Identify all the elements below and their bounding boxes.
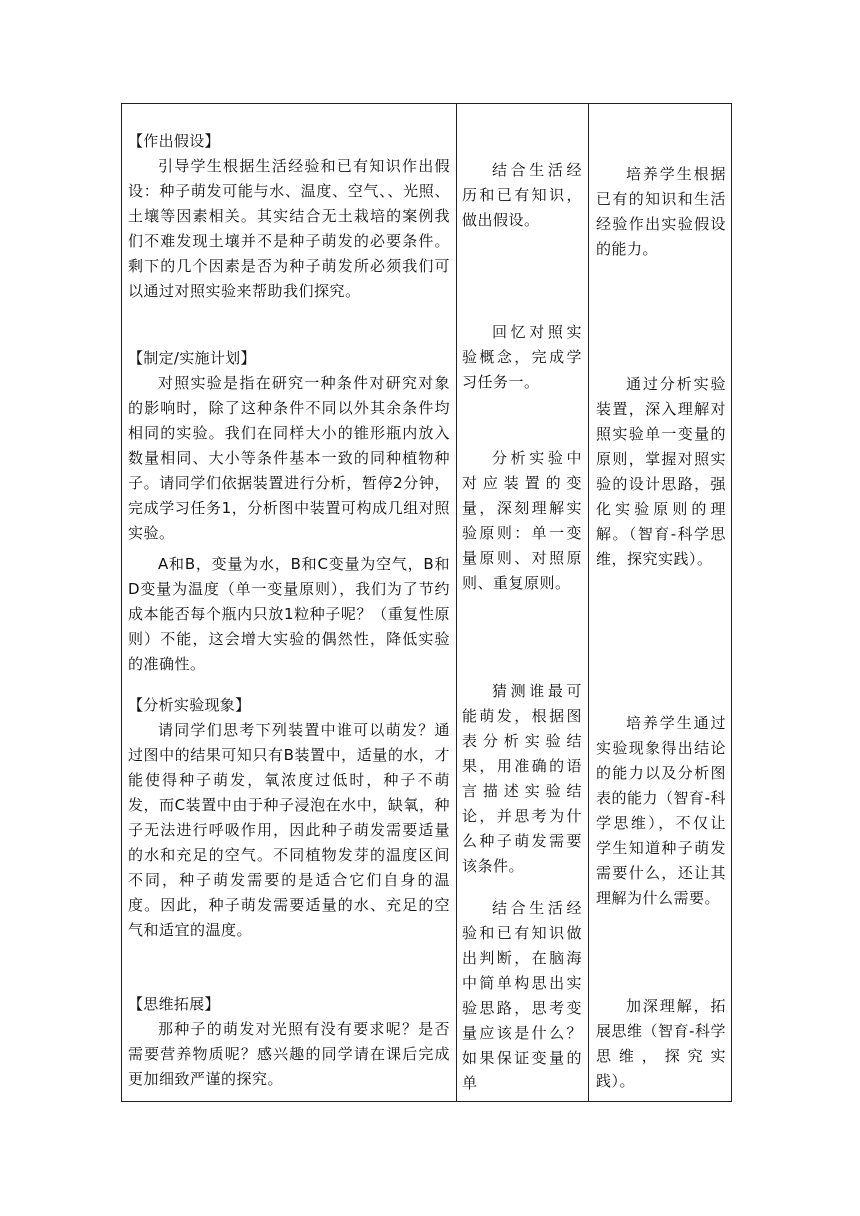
column-divider [456, 104, 457, 1101]
hypothesis-heading: 【作出假设】 [128, 132, 220, 150]
student-judge: 结合生活经验和已有知识做出判断，在脑海中简单构思出实验思路，思考变量应该是什么？如果保证变量的单 [462, 899, 582, 1092]
plan-heading: 【制定/实施计划】 [128, 349, 256, 367]
student-recall: 回忆对照实验概念，完成学习任务一。 [462, 323, 582, 391]
intent-conclusion: 培养学生通过实验现象得出结论的能力以及分析图表的能力（智育-科学思维），不仅让学生知道种子萌发需要什么，还让其理解为什么需要。 [596, 714, 726, 907]
lesson-plan-table [121, 103, 732, 1102]
student-activity-column [462, 104, 582, 1101]
column-divider [588, 104, 589, 1101]
extension-heading: 【思维拓展】 [128, 995, 220, 1013]
student-guess: 猜测谁最可能萌发，根据图表分析实验结果，用准确的语言描述实验结论，并思考为什么种子萌发需要该条件。 [462, 682, 582, 875]
extension-text: 那种子的萌发对光照有没有要求呢？是否需要营养物质呢？感兴趣的同学请在课后完成更加细致严谨的探究。 [128, 1020, 450, 1088]
design-intent-column [596, 104, 726, 1101]
intent-extension: 加深理解，拓展思维（智育-科学思维，探究实践）。 [596, 997, 726, 1090]
teacher-activity-column [128, 104, 450, 1101]
analysis-heading: 【分析实验现象】 [128, 696, 251, 714]
plan-text-2: A和B，变量为水，B和C变量为空气，B和D变量为温度（单一变量原则），我们为了节约成本能否每个瓶内只放1粒种子呢？（重复性原则）不能，这会增大实验的偶然性，降低实验的准确性。 [128, 555, 450, 673]
student-hypothesis: 结合生活经历和已有知识，做出假设。 [462, 161, 582, 229]
intent-experiment: 通过分析实验装置，深入理解对照实验单一变量的原则，掌握对照实验的设计思路，强化实验原则的理解。（智育-科学思维，探究实践）。 [596, 375, 726, 568]
student-analysis: 分析实验中对应装置的变量，深刻理解实验原则：单一变量原则、对照原则、重复原则。 [462, 449, 582, 592]
plan-text-1: 对照实验是指在研究一种条件对研究对象的影响时，除了这种条件不同以外其余条件均相同的实验。我们在同样大小的锥形瓶内放入数量相同、大小等条件基本一致的同种植物种子。请同学们依据装置进行分析，暂停2分钟，完成学习任务1，分析图中装置可构成几组对照实验。 [128, 374, 450, 542]
intent-hypothesis: 培养学生根据已有的知识和生活经验作出实验假设的能力。 [596, 165, 726, 258]
analysis-text: 请同学们思考下列装置中谁可以萌发？通过图中的结果可知只有B装置中，适量的水，才能使得种子萌发，氧浓度过低时，种子不萌发，而C装置中由于种子浸泡在水中，缺氧，种子无法进行呼吸作用，因此种子萌发需要适量的水和充足的空气。不同植物发芽的温度区间不同，种子萌发需要的是适合它们自身的温度。因此，种子萌发需要适量的水、充足的空气和适宜的温度。 [128, 721, 450, 939]
hypothesis-text: 引导学生根据生活经验和已有知识作出假设：种子萌发可能与水、温度、空气、、光照、土壤等因素相关。其实结合无土栽培的案例我们不难发现土壤并不是种子萌发的必要条件。剩下的几个因素是否为种子萌发所必须我们可以通过对照实验来帮助我们探究。 [128, 157, 450, 300]
